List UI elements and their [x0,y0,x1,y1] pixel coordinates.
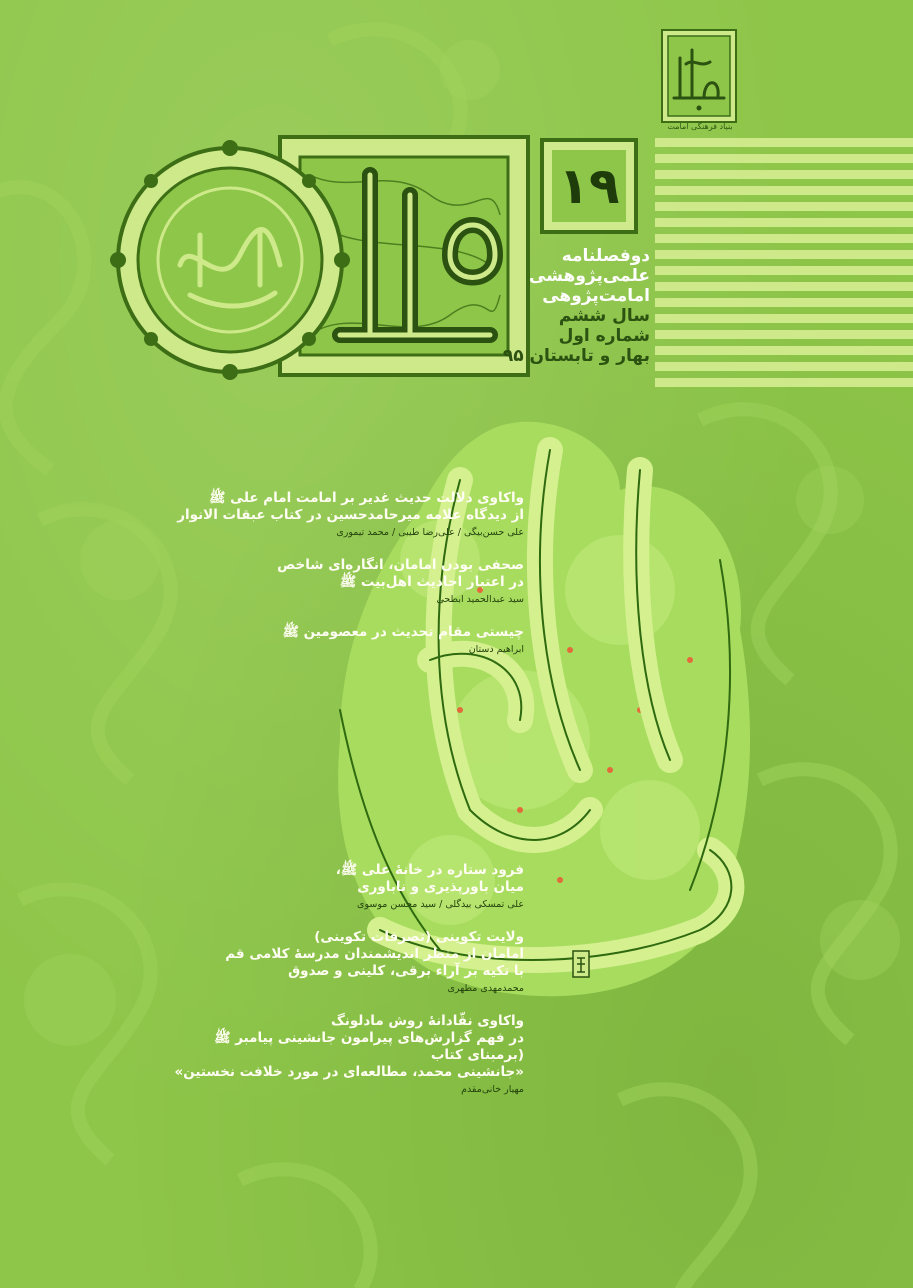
journal-name: امامت‌پژوهی [542,286,650,306]
article-title-line: با تکیه بر آراء برقی، کلینی و صدوق [288,963,524,979]
article-authors: مهیار خانی‌مقدم [461,1084,524,1095]
issue-number: ۱۹ [552,150,626,222]
article-item [104,624,524,657]
publisher-logo-icon [660,28,738,124]
article-title-line: واکاوی دلالت حدیث غدیر بر امامت امام علی ﷺ [209,490,524,506]
article-title-line: ولایت تکوینی (تصرفات تکوینی) [314,929,524,945]
article-item [104,557,524,607]
article-title-line: صحفی بودن امامان، انگاره‌ای شاخص [277,557,524,573]
decorative-stripes [655,138,913,392]
article-item [104,862,524,912]
article-title-line: فرود ستاره در خانهٔ علی ﷺ، [335,862,524,878]
masthead-ornament-icon [110,135,530,385]
article-authors: سید عبدالحمید ابطحی [436,594,524,605]
article-title-line: امامان از منظر اندیشمندان مدرسهٔ کلامی قم [225,946,524,962]
article-title-line: از دیدگاه علامه میرحامدحسین در کتاب عبقات الانوار [177,507,524,523]
article-item [104,490,524,540]
article-authors: علی حسن‌بیگی / علی‌رضا طیبی / محمد تیموری [336,527,524,538]
article-authors: ابراهیم دستان [468,644,524,655]
article-item [104,1013,524,1097]
masthead-info [502,246,650,366]
journal-grade: علمی‌پژوهشی [529,266,650,286]
artist-seal-icon [572,950,590,978]
journal-season: بهار و تابستان ۹۵ [502,346,650,366]
article-title-line: چیستی مقام تحدیث در معصومین ﷺ [282,624,524,640]
article-item [104,929,524,996]
article-title-line: (برمبنای کتاب [430,1047,524,1063]
article-title-line: میان باورپذیری و ناباوری [357,879,524,895]
publisher-caption: بنیاد فرهنگی امامت [667,122,733,131]
article-authors: علی تمسکی بیدگلی / سید محسن موسوی [357,899,524,910]
article-authors: محمدمهدی مطهری [447,983,524,994]
article-title-line: واکاوی نقّادانهٔ روش مادلونگ [330,1013,524,1029]
issue-number-box [540,138,638,234]
article-title-line: «جانشینی محمد، مطالعه‌ای در مورد خلافت نخستین» [174,1064,524,1080]
articles-top [104,490,524,674]
journal-year: سال ششم [558,306,650,326]
journal-type: دوفصلنامه [561,246,650,266]
journal-issue: شماره اول [558,326,650,346]
article-title-line: در فهم گزارش‌های پیرامون جانشینی پیامبر ﷺ [214,1030,524,1046]
articles-bottom [104,862,524,1114]
article-title-line: در اعتبار احادیث اهل‌بیت ﷺ [339,574,524,590]
